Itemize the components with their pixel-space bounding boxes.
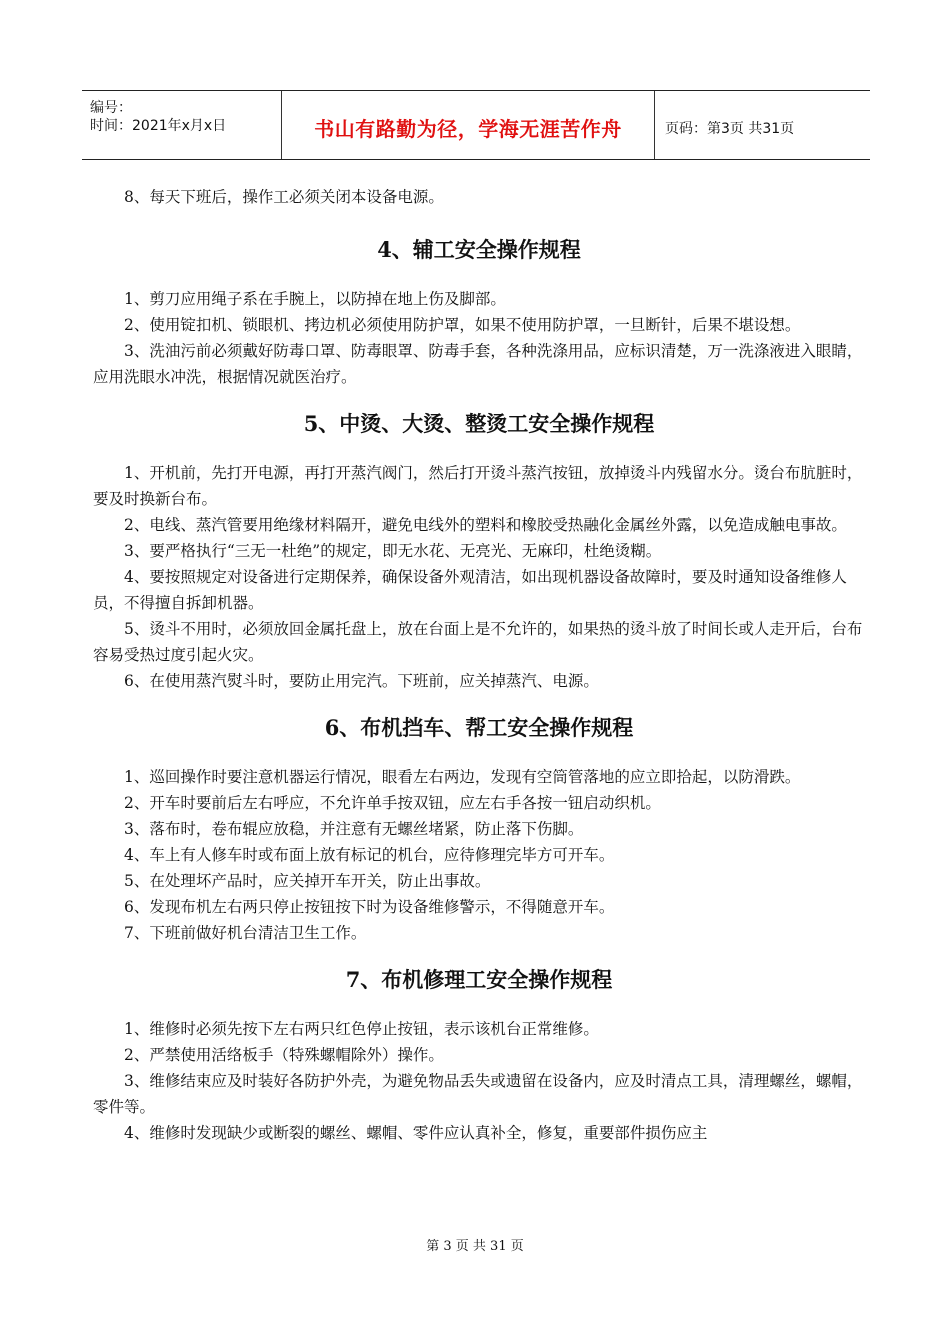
section-title: 7、布机修理工安全操作规程	[345, 967, 613, 992]
header-meta-cell	[82, 91, 282, 159]
paragraph: 2、电线、蒸汽管要用绝缘材料隔开，避免电线外的塑料和橡胶受热融化金属丝外露，以免造成触电事故。	[124, 516, 847, 534]
paragraph: 4、要按照规定对设备进行定期保养，确保设备外观清洁，如出现机器设备故障时，要及时通知设备维修人员，不得擅自拆卸机器。	[93, 568, 847, 612]
paragraph: 4、车上有人修车时或布面上放有标记的机台，应待修理完毕方可开车。	[124, 846, 615, 864]
motto-text: 书山有路勤为径，学海无涯苦作舟	[314, 117, 622, 141]
section-title: 4、辅工安全操作规程	[377, 237, 581, 262]
paragraph: 3、落布时，卷布辊应放稳，并注意有无螺丝堵紧，防止落下伤脚。	[124, 820, 584, 838]
paragraph: 3、维修结束应及时装好各防护外壳，为避免物品丢失或遗留在设备内，应及时清点工具，清理螺丝，螺帽，零件等。	[93, 1072, 863, 1116]
page-footer: 第 3 页 共 31 页	[426, 1239, 524, 1254]
serial-number-label: 编号：	[90, 100, 132, 116]
paragraph: 2、使用锭扣机、锁眼机、拷边机必须使用防护罩，如果不使用防护罩，一旦断针，后果不堪设想。	[124, 316, 801, 334]
paragraph: 4、维修时发现缺少或断裂的螺丝、螺帽、零件应认真补全，修复，重要部件损伤应主	[124, 1124, 708, 1142]
paragraph: 3、洗油污前必须戴好防毒口罩、防毒眼罩、防毒手套，各种洗涤用品，应标识清楚，万一洗涤液进入眼睛，应用洗眼水冲洗，根据情况就医治疗。	[93, 342, 863, 386]
paragraph: 7、下班前做好机台清洁卫生工作。	[124, 924, 367, 942]
date-label: 时间：2021年x月x日	[90, 118, 227, 134]
paragraph: 3、要严格执行“三无一杜绝”的规定，即无水花、无亮光、无麻印，杜绝烫糊。	[124, 542, 662, 560]
header-page-number: 页码：第3页 共31页	[665, 121, 795, 137]
paragraph: 6、发现布机左右两只停止按钮按下时为设备维修警示，不得随意开车。	[124, 898, 615, 916]
paragraph: 2、严禁使用活络板手（特殊螺帽除外）操作。	[124, 1046, 444, 1064]
paragraph: 8、每天下班后，操作工必须关闭本设备电源。	[124, 188, 444, 206]
paragraph: 5、在处理坏产品时，应关掉开车开关，防止出事故。	[124, 872, 491, 890]
document-header	[82, 90, 870, 160]
paragraph: 6、在使用蒸汽熨斗时，要防止用完汽。下班前，应关掉蒸汽、电源。	[124, 672, 599, 690]
paragraph: 1、维修时必须先按下左右两只红色停止按钮，表示该机台正常维修。	[124, 1020, 599, 1038]
section-title: 5、中烫、大烫、整烫工安全操作规程	[303, 411, 655, 436]
header-motto-cell	[282, 91, 655, 159]
paragraph: 1、巡回操作时要注意机器运行情况，眼看左右两边，发现有空筒管落地的应立即拾起，以防滑跌。	[124, 768, 801, 786]
section-title: 6、布机挡车、帮工安全操作规程	[324, 715, 634, 740]
paragraph: 1、剪刀应用绳子系在手腕上，以防掉在地上伤及脚部。	[124, 290, 506, 308]
paragraph: 1、开机前，先打开电源，再打开蒸汽阀门，然后打开烫斗蒸汽按钮，放掉烫斗内残留水分。烫台布肮脏时，要及时换新台布。	[93, 464, 863, 508]
document-body	[93, 184, 865, 1146]
paragraph: 5、烫斗不用时，必须放回金属托盘上，放在台面上是不允许的，如果热的烫斗放了时间长或人走开后，台布容易受热过度引起火灾。	[93, 620, 863, 664]
header-page-cell	[655, 91, 870, 159]
paragraph: 2、开车时要前后左右呼应，不允许单手按双钮，应左右手各按一钮启动织机。	[124, 794, 661, 812]
